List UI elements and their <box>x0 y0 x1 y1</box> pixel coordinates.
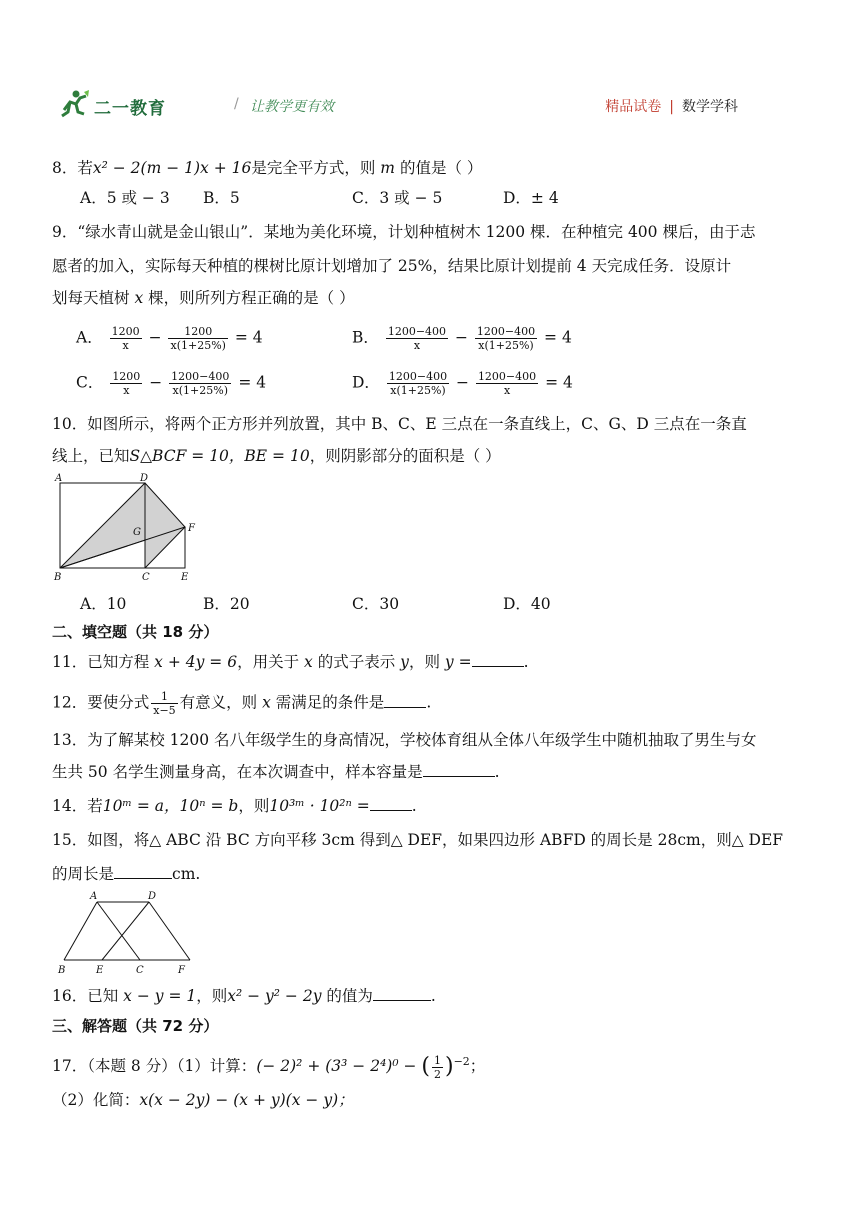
q10-squares-figure <box>50 472 200 584</box>
q10-line-1: 10．如图所示，将两个正方形并列放置，其中 B、C、E 三点在一条直线上，C、G、D 三点在一条直 <box>52 415 747 433</box>
label-a: A <box>90 891 98 902</box>
section-3-heading: 三、解答题（共 72 分） <box>52 1017 219 1035</box>
label-b: B <box>58 965 66 976</box>
q8-option-d: D．± 4 <box>503 189 559 207</box>
header-slash: / <box>234 96 239 112</box>
q9-option-c: C． $\frac{1200}{x}$ − $\frac{1200-400}{x(1+25\%)}$ = 4 <box>76 370 267 397</box>
q8-option-b: B．5 <box>203 189 240 207</box>
section-2-heading: 二、填空题（共 18 分） <box>52 623 219 641</box>
q10-line-2: 线上，已知S△BCF = 10，BE = 10，则阴影部分的面积是（ ） <box>52 447 501 465</box>
q10-option-c: C．30 <box>352 595 400 613</box>
label-e: E <box>96 965 104 976</box>
q16: 16．已知 x − y = 1，则x² − y² − 2y 的值为 . <box>52 987 436 1005</box>
label-a: A <box>55 473 63 484</box>
q15-line-2: 的周长是 cm. <box>52 865 201 883</box>
q10-option-d: D．40 <box>503 595 551 613</box>
page-header <box>56 88 816 124</box>
q14-answer-blank <box>370 796 412 811</box>
q11: 11．已知方程 x + 4y = 6，用关于 x 的式子表示 y，则 y = . <box>52 653 529 671</box>
q9-option-a: A． $\frac{1200}{x}$ − $\frac{1200}{x(1+25\%)}$ = 4 <box>76 325 263 352</box>
q15-translation-figure <box>52 890 202 980</box>
q8-stem: 8．若x² − 2(m − 1)x + 16是完全平方式，则 m 的值是（ ） <box>52 159 483 177</box>
label-g: G <box>133 527 141 538</box>
runner-logo-icon <box>56 88 90 118</box>
q11-answer-blank <box>472 652 524 667</box>
label-c: C <box>136 965 144 976</box>
label-f: F <box>188 523 195 534</box>
q9-line-2: 愿者的加入，实际每天种植的棵树比原计划增加了 25%，结果比原计划提前 4 天完成任务．设原计 <box>52 257 732 275</box>
header-tag: 精品试卷 <box>605 99 662 115</box>
q10-option-a: A．10 <box>80 595 127 613</box>
label-d: D <box>148 891 157 902</box>
q12: 12．要使分式 $\frac{1}{x-5}$ 有意义，则 x 需满足的条件是 . <box>52 690 432 717</box>
q9-line-1: 9．“绿水青山就是金山银山”．某地为美化环境，计划种植树木 1200 棵．在种植完 400 棵后，由于志 <box>52 223 756 241</box>
q15-answer-blank <box>114 864 172 879</box>
q8-option-c: C．3 或 − 5 <box>352 189 443 207</box>
q17-part-2: （2）化简：x(x − 2y) − (x + y)(x − y)； <box>52 1091 354 1109</box>
shaded-triangle-bdf <box>60 483 185 568</box>
label-b: B <box>54 572 62 583</box>
label-d: D <box>140 473 149 484</box>
q13-line-2: 生共 50 名学生测量身高，在本次调查中，样本容量是 . <box>52 763 500 781</box>
q12-answer-blank <box>384 693 426 708</box>
q14: 14．若10ᵐ = a，10ⁿ = b，则10³ᵐ · 10²ⁿ = . <box>52 797 417 815</box>
q10-option-b: B．20 <box>203 595 250 613</box>
q9-option-d: D． $\frac{1200-400}{x(1+25\%)}$ − $\frac{1200-400}{x}$ = 4 <box>352 370 573 397</box>
q17-part-1: 17．（本题 8 分）（1）计算：(− 2)² + (3³ − 2⁴)⁰ − ( $\frac{1}{2}$ )$^{-2}$； <box>52 1053 486 1081</box>
q8-option-a: A．5 或 − 3 <box>80 189 170 207</box>
brand-name: 二一教育 <box>94 99 166 119</box>
header-subject-name: 数学学科 <box>682 99 738 115</box>
q8-expression: x² − 2(m − 1)x + 16 <box>92 159 252 177</box>
q16-answer-blank <box>373 986 431 1001</box>
q13-line-1: 13．为了解某校 1200 名八年级学生的身高情况，学校体育组从全体八年级学生中随机抽取了男生与女 <box>52 731 757 749</box>
q9-option-b: B． $\frac{1200-400}{x}$ − $\frac{1200-400}{x(1+25\%)}$ = 4 <box>352 325 572 352</box>
brand-motto: 让教学更有效 <box>250 99 334 115</box>
header-separator: | <box>669 99 674 115</box>
header-subject <box>605 96 738 116</box>
q9-line-3: 划每天植树 x 棵，则所列方程正确的是（ ） <box>52 289 355 307</box>
q13-answer-blank <box>423 762 495 777</box>
label-e: E <box>181 572 189 583</box>
q15-line-1: 15．如图，将△ ABC 沿 BC 方向平移 3cm 得到△ DEF，如果四边形 ABFD 的周长是 28cm，则△ DEF <box>52 831 784 849</box>
label-f: F <box>178 965 185 976</box>
label-c: C <box>142 572 150 583</box>
